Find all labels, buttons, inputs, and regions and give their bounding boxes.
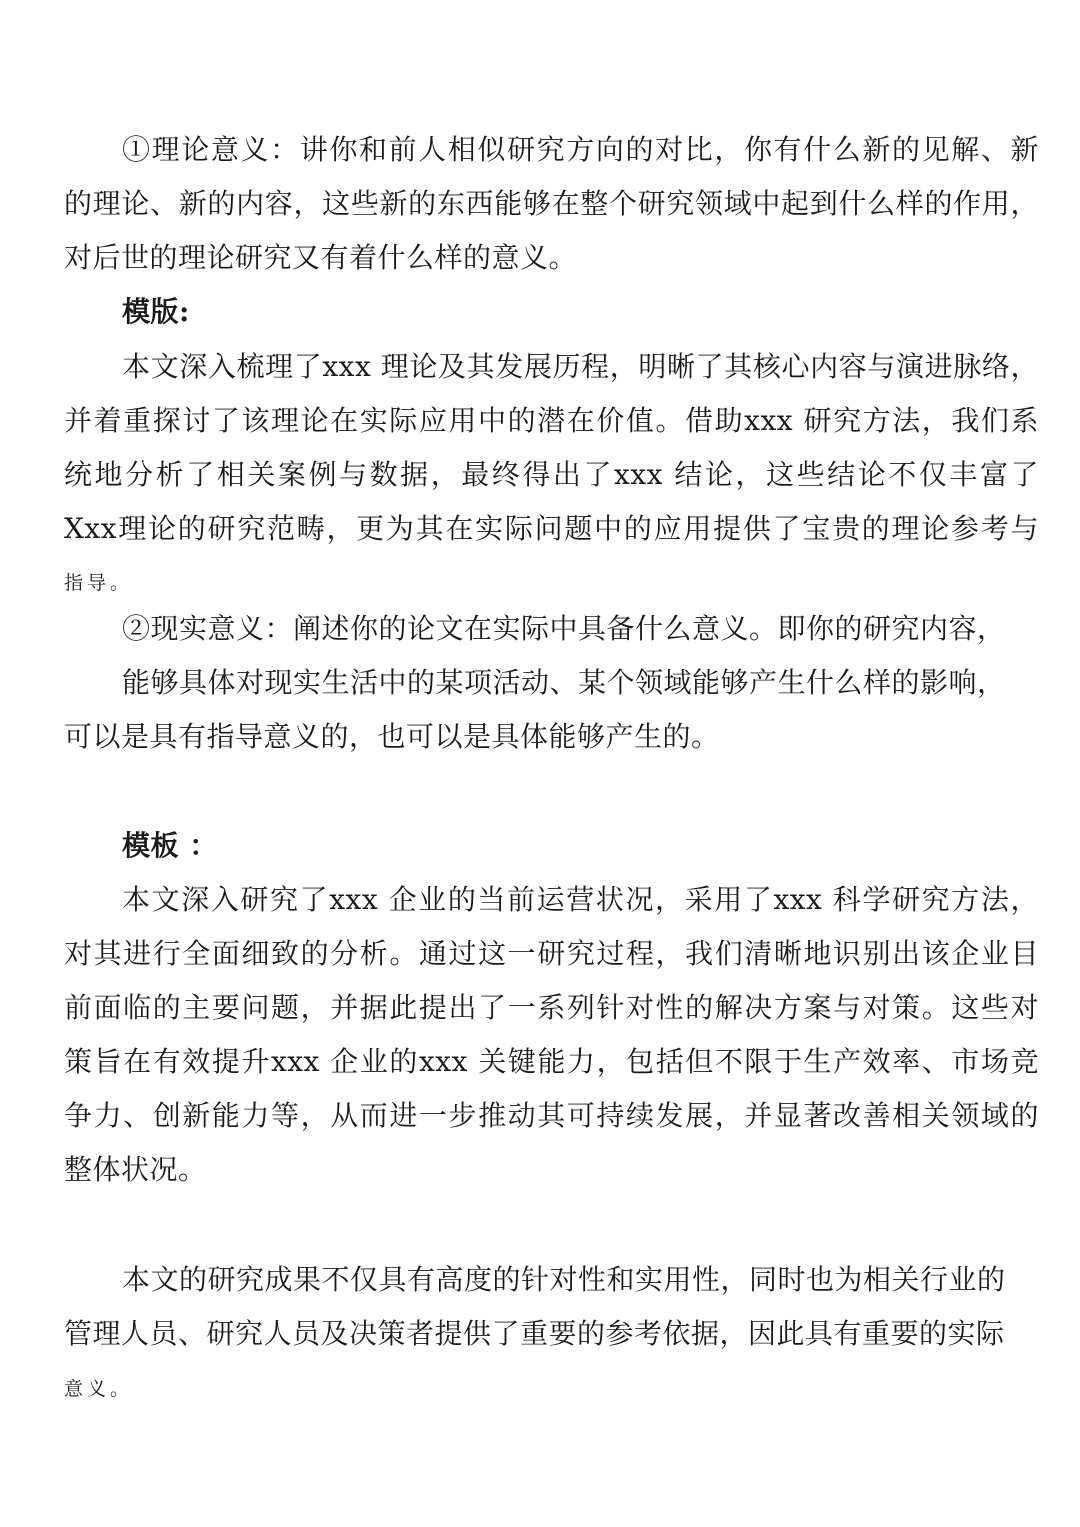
template-line: 对其进行全面细致的分析。通过这一研究过程，我们清晰地识别出该企业目 [64, 937, 1039, 970]
template-heading: 模版: [122, 295, 190, 328]
template-line: 整体状况。 [64, 1153, 207, 1186]
practical-line: ②现实意义：阐述你的论文在实际中具备什么意义。即你的研究内容， [122, 612, 1006, 645]
template-line: 并着重探讨了该理论在实际应用中的潜在价值。借助xxx 研究方法，我们系 [64, 404, 1039, 437]
template-line: 指导。 [64, 572, 134, 594]
theory-line: 对后世的理论研究又有着什么样的意义。 [64, 241, 578, 274]
theory-line: 的理论、新的内容，这些新的东西能够在整个研究领域中起到什么样的作用， [64, 187, 1039, 220]
template-line: Xxx理论的研究范畴，更为其在实际问题中的应用提供了宝贵的理论参考与 [64, 512, 1039, 545]
template-line: 统地分析了相关案例与数据，最终得出了xxx 结论，这些结论不仅丰富了 [64, 458, 1039, 491]
template-heading: 模板 ： [122, 829, 218, 862]
practical-line: 能够具体对现实生活中的某项活动、某个领域能够产生什么样的影响， [122, 666, 1006, 699]
theory-line: ①理论意义：讲你和前人相似研究方向的对比，你有什么新的见解、新 [122, 133, 1039, 166]
template-line: 争力、创新能力等，从而进一步推动其可持续发展，并显著改善相关领域的 [64, 1099, 1039, 1132]
template-line: 策旨在有效提升xxx 企业的xxx 关键能力，包括但不限于生产效率、市场竞 [64, 1045, 1039, 1078]
template-line: 本文深入梳理了xxx 理论及其发展历程，明晰了其核心内容与演进脉络， [122, 350, 1039, 383]
conclusion-line: 管理人员、研究人员及决策者提供了重要的参考依据，因此具有重要的实际 [64, 1317, 1005, 1350]
template-line: 前面临的主要问题，并据此提出了一系列针对性的解决方案与对策。这些对 [64, 991, 1039, 1024]
template-line: 本文深入研究了xxx 企业的当前运营状况，采用了xxx 科学研究方法， [122, 883, 1039, 916]
conclusion-line: 意义。 [64, 1378, 134, 1400]
practical-line: 可以是具有指导意义的，也可以是具体能够产生的。 [64, 720, 720, 753]
conclusion-line: 本文的研究成果不仅具有高度的针对性和实用性，同时也为相关行业的 [122, 1263, 1006, 1296]
